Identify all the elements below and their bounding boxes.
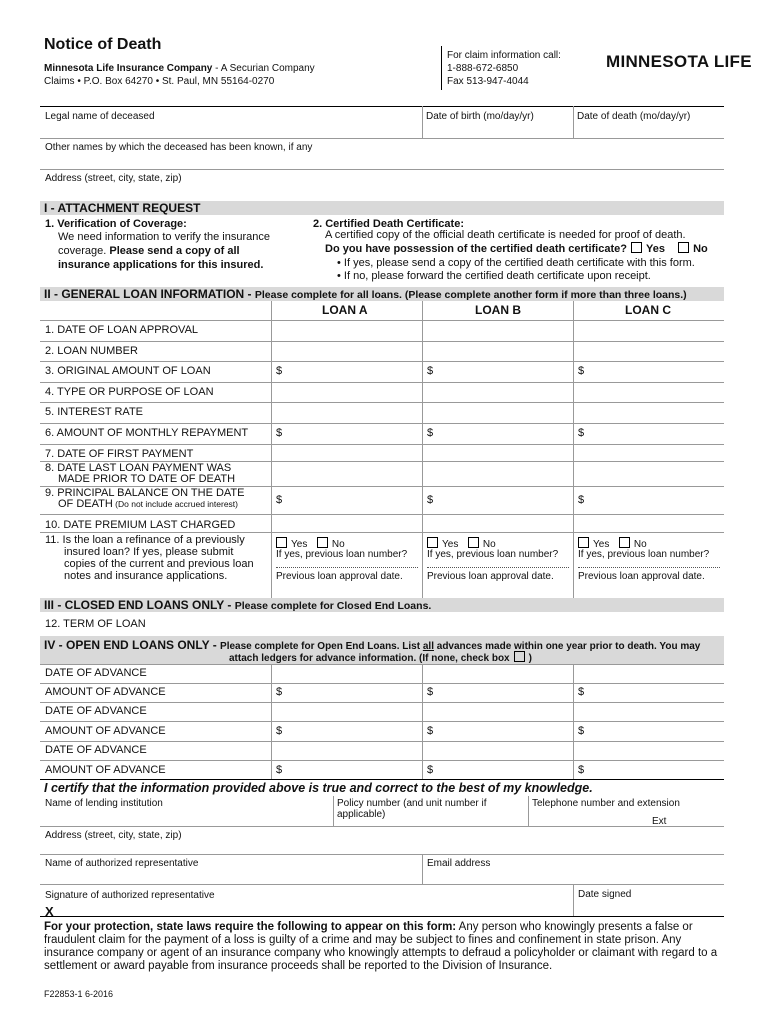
date-of-advance-3: DATE OF ADVANCE [45,744,147,756]
row-term-of-loan: 12. TERM OF LOAN [45,618,146,630]
row-line [40,664,724,665]
amount-of-advance-2: AMOUNT OF ADVANCE [45,725,166,737]
dollar-sign: $ [427,764,434,776]
row-monthly-repayment: 6. AMOUNT OF MONTHLY REPAYMENT [45,427,249,439]
no-label: No [482,539,496,550]
no-label: No [693,243,708,255]
loan-b-header: LOAN B [475,303,521,317]
item1-line2a: coverage. [58,245,110,257]
signature-x: X [45,904,54,919]
section2-subtitle: Please complete for all loans. (Please complete another form if more than three loans.) [254,289,687,301]
dollar-sign: $ [427,686,434,698]
ext-label: Ext [652,816,667,827]
dollar-sign: $ [276,686,283,698]
row-line [40,721,724,722]
yes-label: Yes [291,539,308,550]
loan-c-yes-checkbox[interactable] [578,537,589,548]
form-number: F22853-1 6-2016 [44,989,114,999]
legal-name-label: Legal name of deceased [45,111,155,122]
header-divider [441,46,442,90]
row-line [40,532,724,533]
item1-line2b: Please send a copy of all [109,245,240,257]
dollar-sign: $ [578,725,585,737]
divider [333,796,334,826]
loan-col-divider [271,301,272,599]
divider [422,854,423,884]
dollar-sign: $ [427,427,434,439]
yes-label: Yes [442,539,459,550]
loan-b-prev-number-line[interactable] [427,567,569,568]
bullet-if-no: • If no, please forward the certified death certificate upon receipt. [337,270,651,282]
section4-all: all [422,641,434,652]
loan-a-prev-number-label: If yes, previous loan number? [276,549,408,560]
date-of-advance-1: DATE OF ADVANCE [45,667,147,679]
item1-line1: We need information to verify the insurance [58,231,270,243]
loan-c-no-checkbox[interactable] [619,537,630,548]
row-interest-rate: 5. INTEREST RATE [45,406,144,418]
dollar-sign: $ [578,686,585,698]
row-line [40,444,724,445]
loan-c-prev-number-label: If yes, previous loan number? [578,549,710,560]
row-loan-number: 2. LOAN NUMBER [45,345,138,357]
divider [573,106,574,138]
row-refinance-4: notes and insurance applications. [64,570,228,582]
divider [40,169,724,170]
claim-call-label: For claim information call: [447,50,561,61]
divider [40,779,724,780]
minnesota-life-logo: MINNESOTA LIFE [606,52,752,71]
row-line [40,423,724,424]
yes-label: Yes [593,539,610,550]
row-line [40,402,724,403]
of-death: OF DEATH [58,498,113,510]
row-last-payment-cont: MADE PRIOR TO DATE OF DEATH [58,473,236,485]
row-type-of-loan: 4. TYPE OR PURPOSE OF LOAN [45,386,214,398]
divider [40,106,724,107]
section1-title: I - ATTACHMENT REQUEST [44,201,201,215]
row-line [40,702,724,703]
fraud-line-4: settlement or award payable from insurance proceeds shall be reported to the Division of Insurance. [44,960,553,972]
row-line [40,884,724,885]
row-refinance: 11. Is the loan a refinance of a previously [45,534,245,546]
dollar-sign: $ [276,365,283,377]
row-principal-balance: 9. PRINCIPAL BALANCE ON THE DATE [45,487,245,499]
row-first-payment: 7. DATE OF FIRST PAYMENT [45,448,194,460]
section4-subtitle-b: advances made within one year prior to death. You may [433,641,701,652]
certification-statement: I certify that the information provided above is true and correct to the best of my knowledge. [44,781,593,795]
policy-number-label-2: applicable) [337,809,386,820]
row-principal-balance-cont [58,498,238,510]
row-refinance-2: insured loan? If yes, please submit [64,546,234,558]
page-title: Notice of Death [44,36,162,53]
telephone-label: Telephone number and extension [532,798,680,809]
item2-line1: A certified copy of the official death certificate is needed for proof of death. [325,229,686,241]
loan-a-prev-approval-label: Previous loan approval date. [276,571,403,582]
loan-col-divider [422,301,423,599]
dollar-sign: $ [427,365,434,377]
date-signed-label: Date signed [578,889,632,900]
row-premium-last-charged: 10. DATE PREMIUM LAST CHARGED [45,519,236,531]
dollar-sign: $ [578,764,585,776]
company-name: Minnesota Life Insurance Company [44,63,213,74]
advance-col-divider [573,664,574,779]
no-advances-checkbox[interactable] [514,651,525,662]
row-refinance-3: copies of the current and previous loan [64,558,254,570]
no-label: No [633,539,647,550]
dollar-sign: $ [578,494,585,506]
item2-title: 2. Certified Death Certificate: [313,218,464,230]
dob-label: Date of birth (mo/day/yr) [426,111,534,122]
section2-title: II - GENERAL LOAN INFORMATION - [44,287,255,301]
loan-c-prev-approval-label: Previous loan approval date. [578,571,705,582]
section3-title: III - CLOSED END LOANS ONLY - [44,598,235,612]
divider [40,916,724,917]
dollar-sign: $ [276,764,283,776]
lending-institution-label: Name of lending institution [45,798,163,809]
death-cert-question-text: Do you have possession of the certified death certificate? [325,243,627,255]
fraud-text-1: Any person who knowingly presents a false or [456,921,693,933]
loan-c-header: LOAN C [625,303,671,317]
divider [40,138,724,139]
row-line [40,320,724,321]
divider [528,796,529,826]
section4-title: IV - OPEN END LOANS ONLY - [44,638,221,652]
section3-subtitle: Please complete for Closed End Loans. [234,600,432,612]
signature-label: Signature of authorized representative [45,890,215,901]
company-suffix: - A Securian Company [212,63,315,74]
loan-b-no-checkbox[interactable] [468,537,479,548]
row-original-amount: 3. ORIGINAL AMOUNT OF LOAN [45,365,211,377]
row-line [40,361,724,362]
dollar-sign: $ [276,494,283,506]
loan-b-prev-number-label: If yes, previous loan number? [427,549,559,560]
row-line [40,341,724,342]
item1-line3: insurance applications for this insured. [58,259,264,271]
dollar-sign: $ [276,427,283,439]
claims-address: Claims • P.O. Box 64270 • St. Paul, MN 55164-0270 [44,76,275,87]
claim-phone: 1-888-672-6850 [447,63,519,74]
paren: ) [528,653,532,664]
email-label: Email address [427,858,491,869]
fraud-line-1 [44,921,693,933]
fraud-lead: For your protection, state laws require the following to appear on this form: [44,921,457,933]
policy-number-label: Policy number (and unit number if [337,798,487,809]
section2-title-line [44,287,687,301]
address-label: Address (street, city, state, zip) [45,173,182,184]
row-line [40,760,724,761]
row-date-of-loan-approval: 1. DATE OF LOAN APPROVAL [45,324,199,336]
row-line [40,826,724,827]
yes-label: Yes [645,243,665,255]
row-line [40,854,724,855]
section4-subtitle2 [229,651,532,664]
divider [422,106,423,138]
loan-col-divider [573,301,574,599]
row-last-payment: 8. DATE LAST LOAN PAYMENT WAS [45,462,232,474]
loan-a-prev-number-line[interactable] [276,567,418,568]
fraud-line-2: fraudulent claim for the payment of a loss is guilty of a crime and may be subject to fines and confinement in state prison. Any [44,934,682,946]
accrued-note: (Do not include accrued interest) [112,499,238,509]
item1-title: 1. Verification of Coverage: [45,218,187,230]
company-line [44,63,315,74]
loan-b-yes-checkbox[interactable] [427,537,438,548]
dollar-sign: $ [578,427,585,439]
claim-fax: Fax 513-947-4044 [447,76,529,87]
loan-a-yes-checkbox[interactable] [276,537,287,548]
section4-subtitle2-text: attach ledgers for advance information. (If none, check box [229,653,510,664]
death-cert-yes-checkbox[interactable] [631,242,642,253]
divider [573,884,574,916]
other-names-label: Other names by which the deceased has been known, if any [45,142,313,153]
loan-a-header: LOAN A [322,303,368,317]
death-cert-no-checkbox[interactable] [678,242,689,253]
loan-c-prev-number-line[interactable] [578,567,720,568]
bullet-if-yes: • If yes, please send a copy of the certified death certificate with this form. [337,257,695,269]
dollar-sign: $ [578,365,585,377]
loan-a-no-checkbox[interactable] [317,537,328,548]
no-label: No [331,539,345,550]
loan-b-prev-approval-label: Previous loan approval date. [427,571,554,582]
section4-title-line [44,638,700,652]
auth-rep-label: Name of authorized representative [45,858,199,869]
section4-subtitle-a: Please complete for Open End Loans. List [220,641,423,652]
dod-label: Date of death (mo/day/yr) [577,111,691,122]
advance-col-divider [271,664,272,779]
row-line [40,382,724,383]
cert-address-label: Address (street, city, state, zip) [45,830,182,841]
fraud-line-3: insurance company or agent of an insurance company who knowingly attempts to defraud a policyholder or claimant with regard to a [44,947,718,959]
advance-col-divider [422,664,423,779]
section3-title-line [44,598,431,612]
date-of-advance-2: DATE OF ADVANCE [45,705,147,717]
row-line [40,741,724,742]
dollar-sign: $ [276,725,283,737]
dollar-sign: $ [427,725,434,737]
item1-line2 [58,245,240,257]
row-line [40,683,724,684]
dollar-sign: $ [427,494,434,506]
amount-of-advance-1: AMOUNT OF ADVANCE [45,686,166,698]
death-cert-question [325,242,708,255]
row-line [40,514,724,515]
amount-of-advance-3: AMOUNT OF ADVANCE [45,764,166,776]
